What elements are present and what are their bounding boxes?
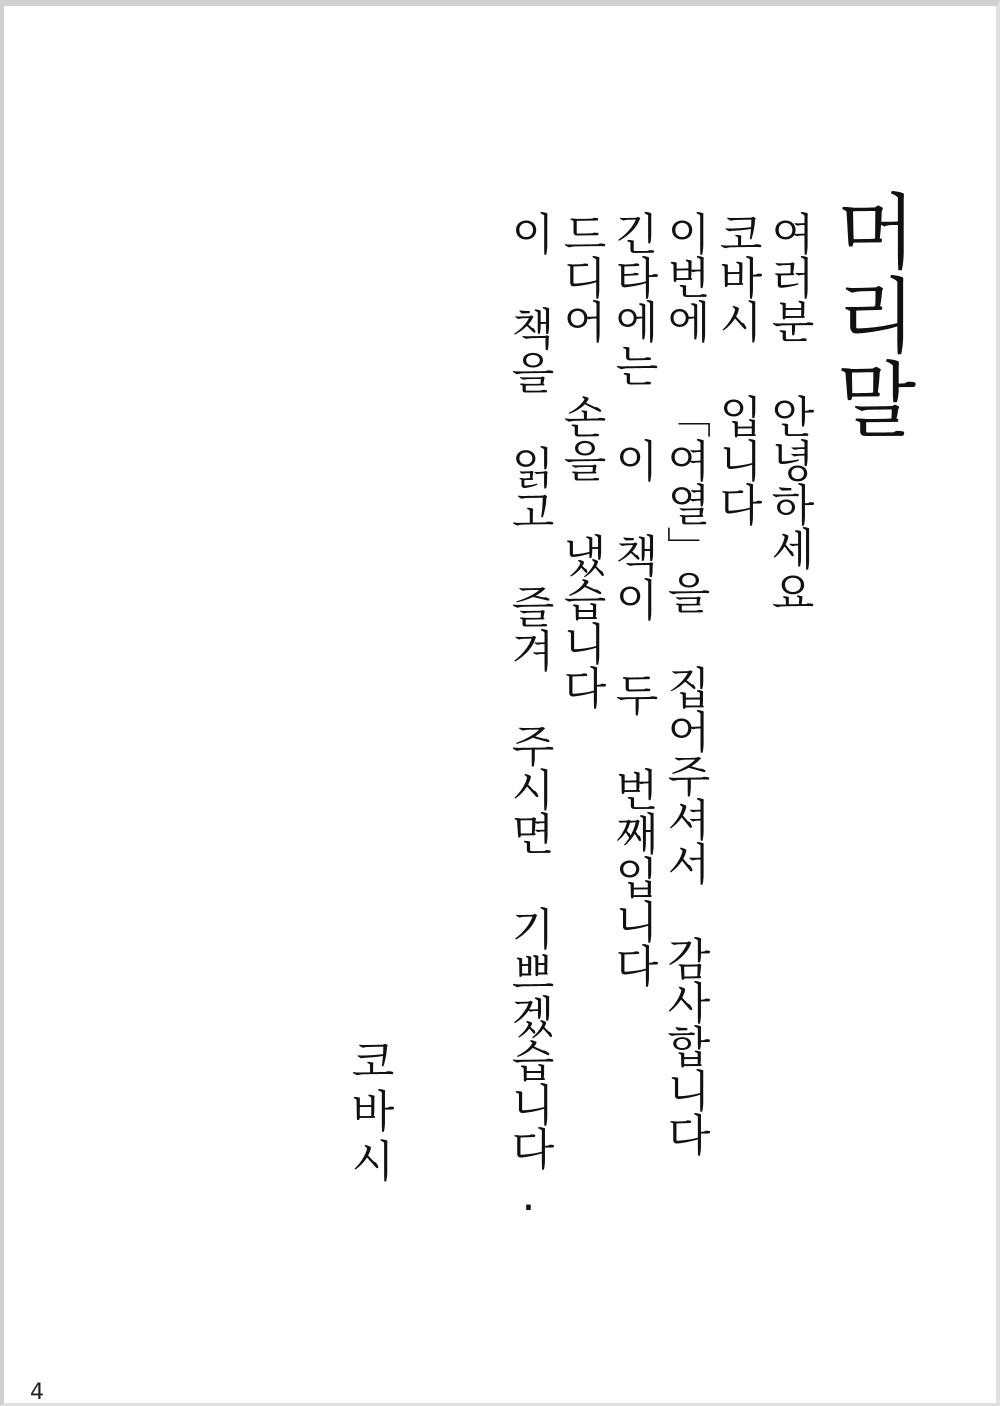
- body-line-2: 코바시 입니다: [711, 211, 762, 526]
- author-signature: 코바시: [343, 1038, 394, 1188]
- body-line-4: 긴타에는 이 책이 두 번째입니다: [607, 211, 658, 987]
- body-line-3: 이번에 「여열」을 집어주셔서 감사합니다: [659, 211, 710, 1156]
- page-title: 머리말: [822, 189, 917, 441]
- page-number: 4: [30, 1380, 44, 1405]
- body-line-5: 드디어 손을 냈습니다: [555, 211, 606, 709]
- body-line-6: 이 책을 읽고 즐겨 주시면 기쁘겠습니다.: [503, 211, 554, 1221]
- body-line-1: 여러분 안녕하세요: [763, 211, 814, 614]
